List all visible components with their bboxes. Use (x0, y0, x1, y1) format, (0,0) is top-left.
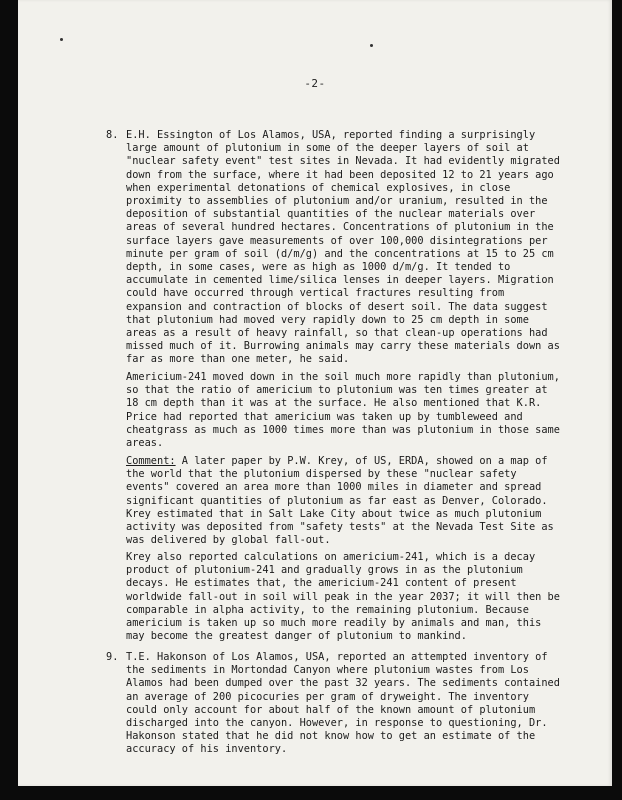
comment-label: Comment: (126, 455, 176, 467)
americium-paragraph (126, 371, 562, 450)
paragraph-text: Americium-241 moved down in the soil much more rapidly than plutonium, so that the ratio of americium to plutonium was ten times greater at 18 cm depth than it was at the surface. He also mentioned that K.R. Price had reported that americium was taken up by tumbleweed and cheatgrass as much as 1000 times more than was plutonium in those same areas. (126, 371, 560, 450)
comment-paragraph (126, 455, 562, 547)
item-text: T.E. Hakonson of Los Alamos, USA, reported an attempted inventory of the sediments in Mortondad Canyon where plutonium wastes from Los Alamos had been dumped over the past 32 years. The sediments contained an average of 200 picocuries per gram of dryweight. The inventory could only account for about half of the known amount of plutonium discharged into the canyon. However, in response to questioning, Dr. Hakonson stated that he did not know how to get an estimate of the accuracy of his inventory. (126, 651, 560, 756)
item-number: 8. (106, 129, 119, 141)
speck-mark (370, 44, 373, 47)
item-number: 9. (106, 651, 119, 663)
krey-paragraph (126, 551, 562, 643)
numbered-item-9 (106, 651, 562, 757)
document-page (18, 0, 612, 786)
speck-mark (60, 38, 63, 41)
paragraph-text: Krey also reported calculations on americium-241, which is a decay product of plutonium-241 and gradually grows in as the plutonium decays. He estimates that, the americium-241 content of present worldwide fall-out in soil will peak in the year 2037; it will then be comparable in alpha activity, to the remaining plutonium. Because americium is taken up so much more readily by animals and man, this may become the greatest danger of plutonium to mankind. (126, 551, 560, 643)
comment-text: A later paper by P.W. Krey, of US, ERDA, showed on a map of the world that the plutonium dispersed by these "nuclear safety events" covered an area more than 1000 miles in diameter and spread significant quantities of plutonium as far east as Denver, Colorado. Krey estimated that in Salt Lake City about twice as much plutonium activity was deposited from "safety tests" at the Nevada Test Site as was delivered by global fall-out. (126, 455, 554, 547)
page-number: -2- (304, 77, 326, 90)
numbered-item-8 (106, 129, 562, 367)
item-text: E.H. Essington of Los Alamos, USA, reported finding a surprisingly large amount of plutonium in some of the deeper layers of soil at "nuclear safety event" test sites in Nevada. It had evidently migrated down from the surface, where it had been deposited 12 to 21 years ago when experimental detonations of chemical explosives, in close proximity to assemblies of plutonium and/or uranium, resulted in the deposition of substantial quantities of the nuclear materials over areas of several hundred hectares. Concentrations of plutonium in the surface layers gave measurements of over 100,000 disintegrations per minute per gram of soil (d/m/g) and the concentrations at 15 to 25 cm depth, in some cases, were as high as 1000 d/m/g. It tended to accumulate in cemented lime/silica lenses in deeper layers. Migration could have occurred through vertical fractures resulting from expansion and contraction of blocks of desert soil. The data suggest that plutonium had moved very rapidly down to 25 cm depth in some areas as a result of heavy rainfall, so that clean-up operations had missed much of it. Burrowing animals may carry these materials down as far as more than one meter, he said. (126, 129, 560, 366)
